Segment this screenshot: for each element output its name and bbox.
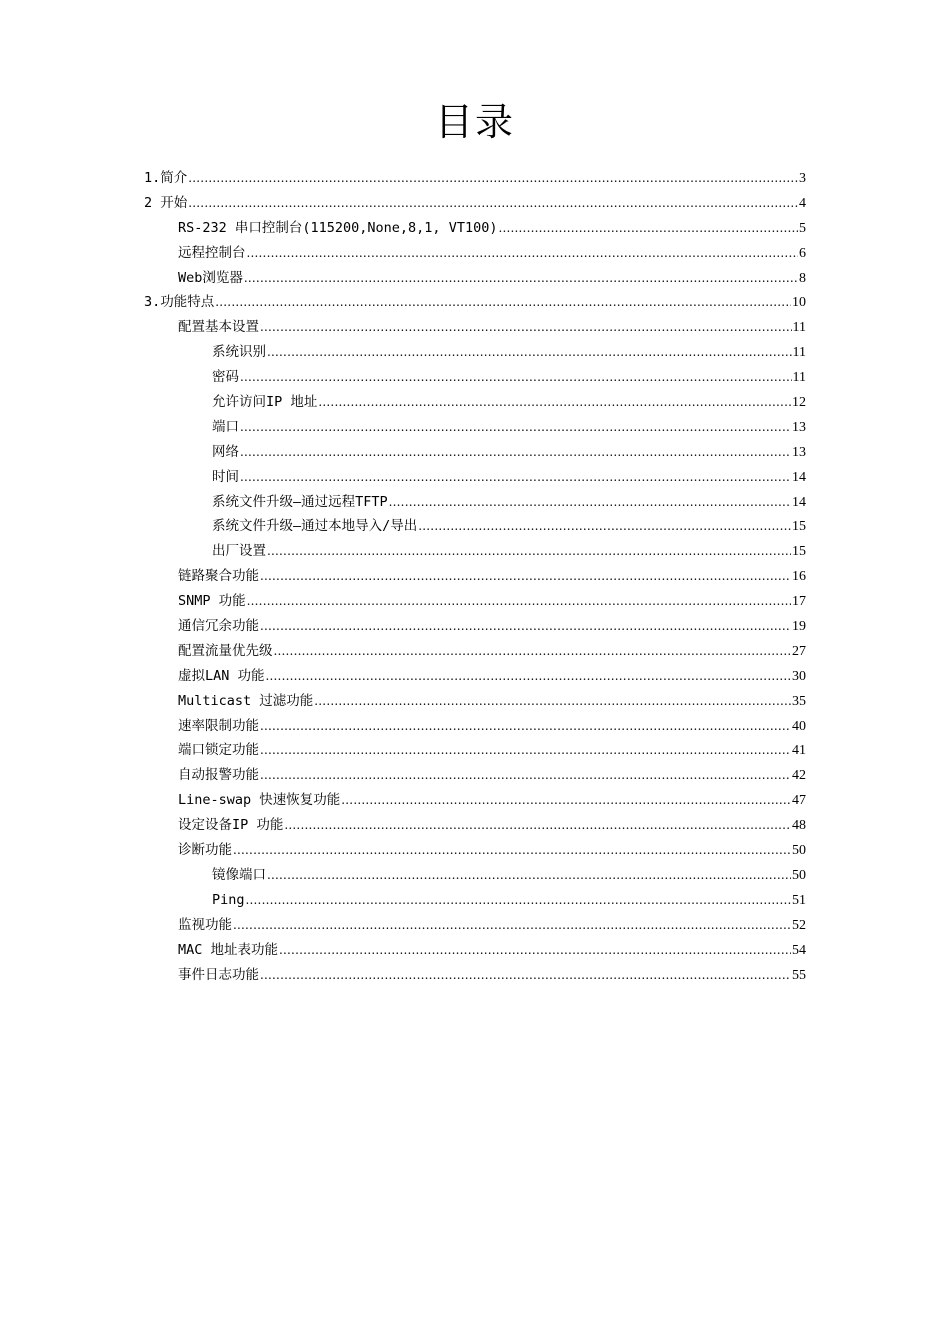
toc-entry-title: 时间 bbox=[212, 468, 239, 485]
toc-entry[interactable] bbox=[0, 738, 950, 763]
toc-entry-title: 监视功能 bbox=[178, 916, 232, 933]
toc-entry[interactable] bbox=[0, 539, 950, 564]
toc-entry-title: 远程控制台 bbox=[178, 244, 246, 261]
dot-leader bbox=[247, 241, 799, 266]
toc-entry-title: 自动报警功能 bbox=[178, 767, 259, 784]
toc-entry[interactable] bbox=[0, 415, 950, 440]
toc-entry-title: Ping bbox=[212, 891, 245, 908]
table-of-contents bbox=[0, 166, 950, 987]
toc-page-number: 16 bbox=[792, 569, 806, 585]
toc-page-number: 40 bbox=[792, 718, 806, 734]
toc-entry-title: 3.功能特点 bbox=[144, 294, 215, 311]
dot-leader bbox=[267, 340, 792, 365]
toc-page-number: 14 bbox=[792, 469, 806, 485]
toc-entry-title: 虚拟LAN 功能 bbox=[178, 667, 265, 684]
dot-leader bbox=[267, 863, 791, 888]
toc-page-number: 48 bbox=[792, 818, 806, 834]
toc-entry[interactable] bbox=[0, 813, 950, 838]
toc-page-number: 47 bbox=[792, 793, 806, 809]
dot-leader bbox=[267, 539, 791, 564]
toc-page-number: 6 bbox=[799, 245, 806, 261]
toc-page-number: 14 bbox=[792, 494, 806, 510]
toc-page-number: 52 bbox=[792, 917, 806, 933]
toc-entry-title: 配置流量优先级 bbox=[178, 642, 273, 659]
toc-entry-title: Line-swap 快速恢复功能 bbox=[178, 792, 341, 809]
dot-leader bbox=[188, 191, 798, 216]
toc-page-number: 11 bbox=[792, 345, 806, 361]
toc-page-number: 30 bbox=[792, 668, 806, 684]
toc-entry[interactable] bbox=[0, 863, 950, 888]
toc-entry[interactable] bbox=[0, 166, 950, 191]
dot-leader bbox=[240, 415, 791, 440]
toc-entry-title: 端口锁定功能 bbox=[178, 742, 259, 759]
toc-entry-title: MAC 地址表功能 bbox=[178, 941, 279, 958]
toc-entry-title: 系统识别 bbox=[212, 344, 266, 361]
toc-entry[interactable] bbox=[0, 614, 950, 639]
toc-page-number: 54 bbox=[792, 942, 806, 958]
dot-leader bbox=[240, 465, 791, 490]
toc-page-number: 11 bbox=[792, 320, 806, 336]
toc-entry[interactable] bbox=[0, 913, 950, 938]
dot-leader bbox=[274, 639, 792, 664]
dot-leader bbox=[389, 490, 791, 515]
toc-entry[interactable] bbox=[0, 714, 950, 739]
toc-page-number: 3 bbox=[799, 171, 806, 186]
page-title: 目录 bbox=[434, 100, 515, 144]
toc-page-number: 13 bbox=[792, 419, 806, 435]
toc-page-number: 13 bbox=[792, 444, 806, 460]
dot-leader bbox=[260, 315, 792, 340]
dot-leader bbox=[247, 589, 791, 614]
dot-leader bbox=[260, 963, 791, 988]
toc-entry-title: Multicast 过滤功能 bbox=[178, 692, 314, 709]
toc-page-number: 11 bbox=[792, 370, 806, 386]
dot-leader bbox=[498, 216, 798, 241]
dot-leader bbox=[260, 614, 791, 639]
toc-entry-title: 链路聚合功能 bbox=[178, 568, 259, 585]
toc-entry-title: 网络 bbox=[212, 443, 239, 460]
dot-leader bbox=[246, 888, 791, 913]
toc-entry-title: RS-232 串口控制台(115200,None,8,1, VT100) bbox=[178, 219, 498, 236]
toc-entry-title: 镜像端口 bbox=[212, 866, 266, 883]
dot-leader bbox=[279, 938, 791, 963]
toc-entry[interactable] bbox=[0, 963, 950, 988]
toc-entry[interactable] bbox=[0, 639, 950, 664]
toc-entry[interactable] bbox=[0, 440, 950, 465]
dot-leader bbox=[314, 689, 791, 714]
dot-leader bbox=[318, 390, 791, 415]
toc-entry-title: 2 开始 bbox=[144, 194, 188, 211]
toc-page-number: 12 bbox=[792, 395, 806, 411]
dot-leader bbox=[341, 788, 791, 813]
toc-entry[interactable] bbox=[0, 888, 950, 913]
dot-leader bbox=[260, 738, 791, 763]
dot-leader bbox=[215, 290, 791, 315]
dot-leader bbox=[233, 838, 791, 863]
toc-entry[interactable] bbox=[0, 763, 950, 788]
toc-entry[interactable] bbox=[0, 266, 950, 291]
toc-entry-title: 1.简介 bbox=[144, 170, 188, 186]
toc-entry[interactable] bbox=[0, 465, 950, 490]
dot-leader bbox=[284, 813, 791, 838]
toc-entry[interactable] bbox=[0, 216, 950, 241]
toc-entry-title: 设定设备IP 功能 bbox=[178, 817, 284, 834]
toc-entry[interactable] bbox=[0, 390, 950, 415]
toc-page-number: 4 bbox=[799, 195, 806, 211]
toc-entry-title: 诊断功能 bbox=[178, 842, 232, 859]
dot-leader bbox=[260, 714, 791, 739]
toc-page-number: 5 bbox=[799, 220, 806, 236]
toc-page-number: 27 bbox=[792, 643, 806, 659]
toc-page-number: 41 bbox=[792, 743, 806, 759]
toc-entry-title: 端口 bbox=[212, 418, 239, 435]
toc-page-number: 19 bbox=[792, 619, 806, 635]
toc-page-number: 50 bbox=[792, 843, 806, 859]
toc-page-number: 42 bbox=[792, 768, 806, 784]
toc-entry-title: 出厂设置 bbox=[212, 543, 266, 560]
toc-entry[interactable] bbox=[0, 315, 950, 340]
toc-entry[interactable] bbox=[0, 290, 950, 315]
toc-entry[interactable] bbox=[0, 788, 950, 813]
toc-entry-title: 允许访问IP 地址 bbox=[212, 394, 318, 411]
toc-page-number: 8 bbox=[799, 270, 806, 286]
toc-entry-title: 通信冗余功能 bbox=[178, 618, 259, 635]
toc-page-number: 50 bbox=[792, 867, 806, 883]
toc-page-number: 17 bbox=[792, 594, 806, 610]
toc-page-number: 15 bbox=[792, 544, 806, 560]
dot-leader bbox=[266, 664, 791, 689]
dot-leader bbox=[233, 913, 791, 938]
toc-entry-title: 系统文件升级—通过本地导入/导出 bbox=[212, 518, 418, 535]
toc-entry-title: 速率限制功能 bbox=[178, 717, 259, 734]
toc-entry-title: Web浏览器 bbox=[178, 269, 243, 286]
dot-leader bbox=[240, 365, 792, 390]
toc-entry[interactable] bbox=[0, 514, 950, 539]
dot-leader bbox=[260, 564, 791, 589]
dot-leader bbox=[260, 763, 791, 788]
toc-entry[interactable] bbox=[0, 340, 950, 365]
toc-page-number: 35 bbox=[792, 693, 806, 709]
toc-page-number: 51 bbox=[792, 892, 806, 908]
dot-leader bbox=[418, 514, 791, 539]
toc-page-number: 10 bbox=[792, 295, 806, 311]
toc-entry-title: 配置基本设置 bbox=[178, 319, 259, 336]
dot-leader bbox=[188, 166, 798, 191]
toc-entry[interactable] bbox=[0, 191, 950, 216]
toc-entry[interactable] bbox=[0, 689, 950, 714]
toc-entry[interactable] bbox=[0, 838, 950, 863]
toc-entry-title: SNMP 功能 bbox=[178, 593, 246, 610]
dot-leader bbox=[240, 440, 791, 465]
toc-entry[interactable] bbox=[0, 938, 950, 963]
toc-entry[interactable] bbox=[0, 664, 950, 689]
toc-entry-title: 密码 bbox=[212, 369, 239, 386]
toc-entry[interactable] bbox=[0, 241, 950, 266]
toc-page-number: 15 bbox=[792, 519, 806, 535]
toc-entry[interactable] bbox=[0, 564, 950, 589]
toc-page-number: 55 bbox=[792, 967, 806, 983]
toc-entry-title: 系统文件升级—通过远程TFTP bbox=[212, 493, 388, 510]
toc-entry-title: 事件日志功能 bbox=[178, 966, 259, 983]
dot-leader bbox=[244, 266, 798, 291]
toc-entry[interactable] bbox=[0, 490, 950, 515]
toc-entry[interactable] bbox=[0, 365, 950, 390]
toc-entry[interactable] bbox=[0, 589, 950, 614]
